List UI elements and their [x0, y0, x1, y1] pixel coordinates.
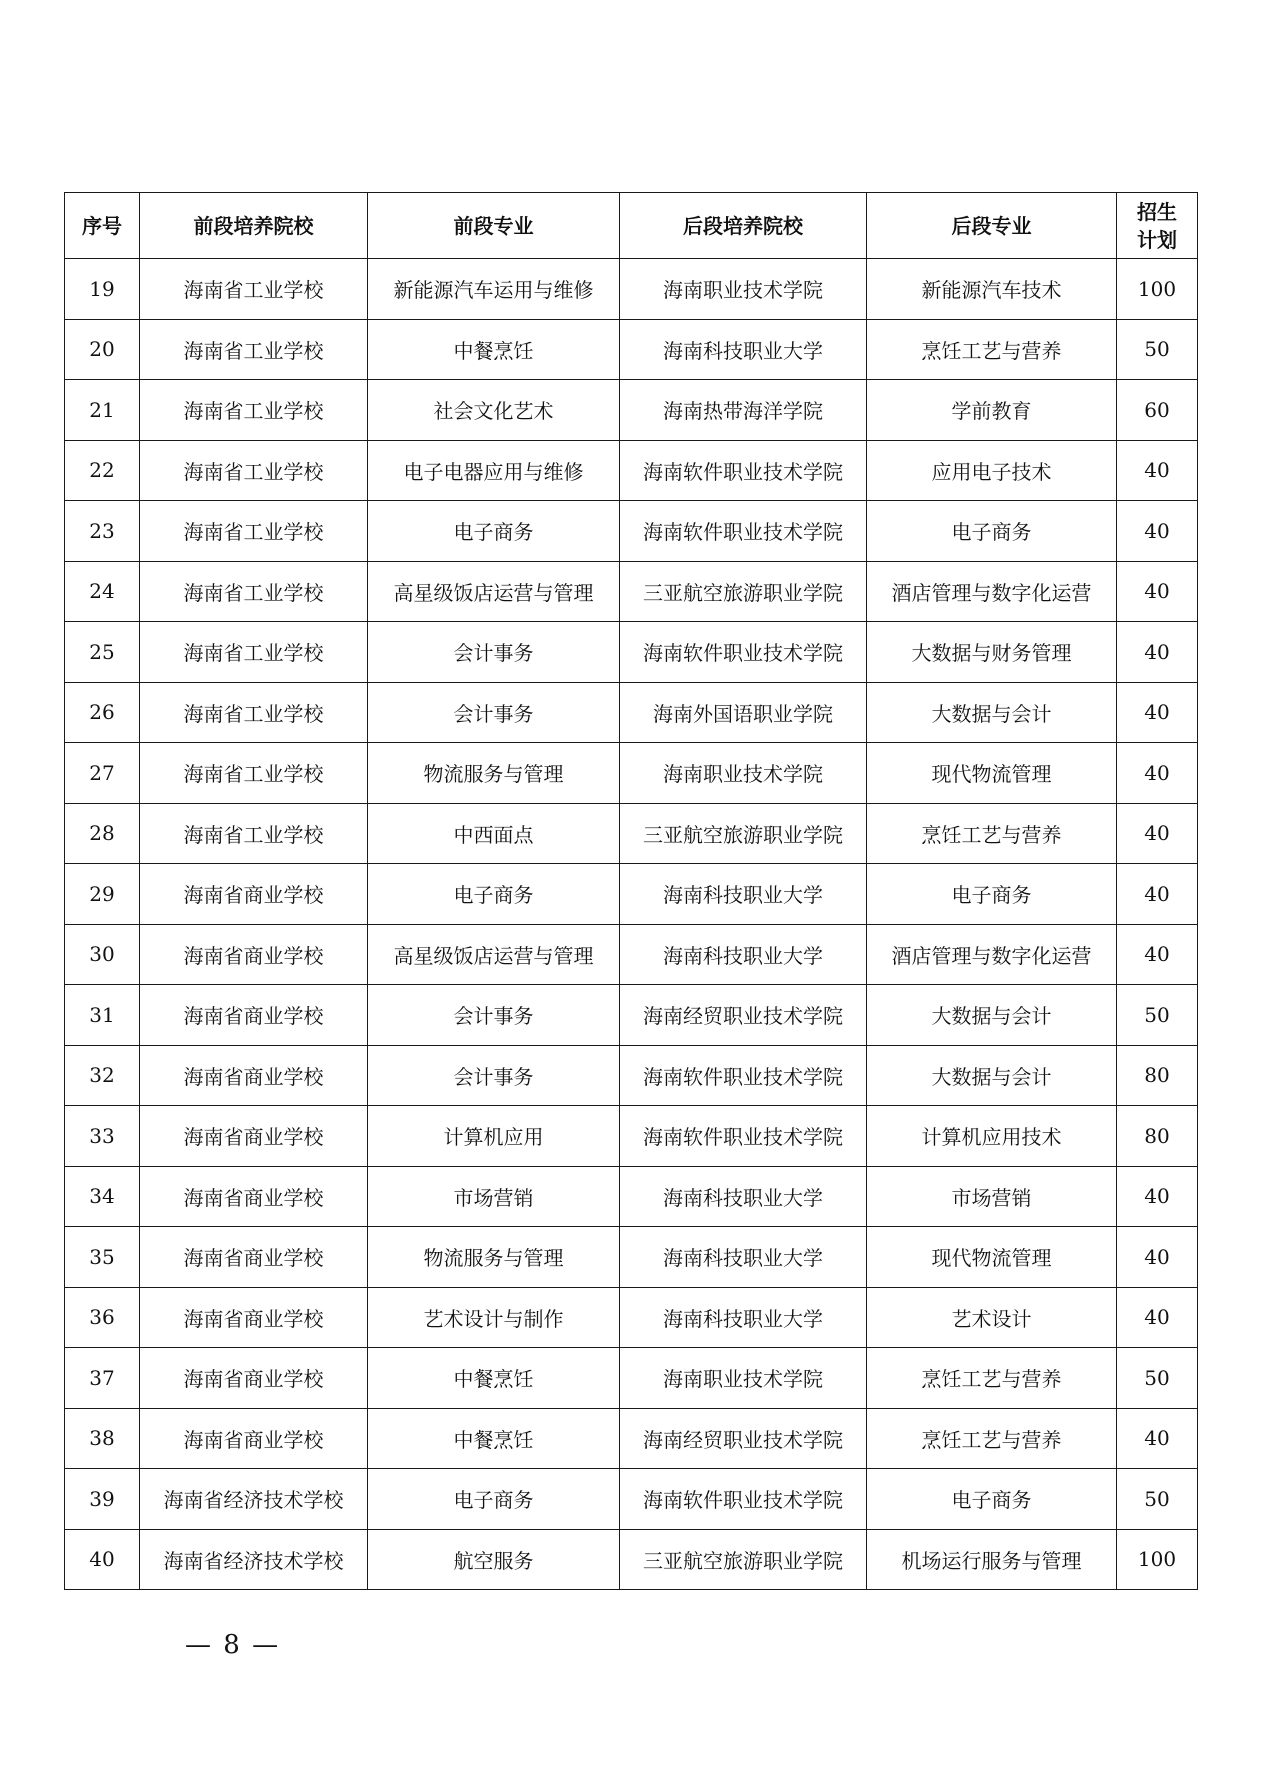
cell-back-major: 新能源汽车技术 [867, 259, 1117, 320]
cell-front-school: 海南省工业学校 [140, 743, 368, 804]
cell-plan: 40 [1117, 803, 1198, 864]
cell-back-school: 海南科技职业大学 [620, 1287, 867, 1348]
header-back-school: 后段培养院校 [620, 193, 867, 259]
cell-front-major: 物流服务与管理 [368, 1227, 620, 1288]
table-row [65, 803, 1198, 864]
table-row [65, 440, 1198, 501]
cell-front-school: 海南省商业学校 [140, 1408, 368, 1469]
table-row [65, 1529, 1198, 1590]
cell-seq: 23 [65, 501, 140, 562]
cell-back-major: 电子商务 [867, 501, 1117, 562]
table-row [65, 985, 1198, 1046]
cell-seq: 29 [65, 864, 140, 925]
cell-front-school: 海南省工业学校 [140, 682, 368, 743]
cell-front-major: 电子电器应用与维修 [368, 440, 620, 501]
table-row [65, 743, 1198, 804]
table-row [65, 1166, 1198, 1227]
enrollment-plan-table [64, 192, 1198, 1590]
cell-back-major: 烹饪工艺与营养 [867, 1408, 1117, 1469]
cell-front-major: 市场营销 [368, 1166, 620, 1227]
cell-front-major: 物流服务与管理 [368, 743, 620, 804]
header-front-school: 前段培养院校 [140, 193, 368, 259]
cell-back-school: 海南软件职业技术学院 [620, 1106, 867, 1167]
cell-back-major: 电子商务 [867, 1469, 1117, 1530]
cell-back-school: 海南科技职业大学 [620, 1227, 867, 1288]
header-plan-line2: 计划 [1137, 227, 1177, 252]
table-row [65, 622, 1198, 683]
cell-back-school: 三亚航空旅游职业学院 [620, 803, 867, 864]
cell-front-school: 海南省经济技术学校 [140, 1469, 368, 1530]
cell-back-school: 海南经贸职业技术学院 [620, 1408, 867, 1469]
cell-plan: 60 [1117, 380, 1198, 441]
table-header-row [65, 193, 1198, 259]
cell-back-major: 酒店管理与数字化运营 [867, 561, 1117, 622]
cell-back-major: 大数据与会计 [867, 682, 1117, 743]
page-number: — 8 — [185, 1630, 281, 1660]
cell-front-major: 高星级饭店运营与管理 [368, 561, 620, 622]
cell-front-school: 海南省工业学校 [140, 380, 368, 441]
cell-back-school: 海南软件职业技术学院 [620, 501, 867, 562]
cell-back-school: 海南职业技术学院 [620, 259, 867, 320]
cell-front-major: 艺术设计与制作 [368, 1287, 620, 1348]
cell-front-school: 海南省工业学校 [140, 440, 368, 501]
cell-front-major: 会计事务 [368, 985, 620, 1046]
cell-plan: 40 [1117, 743, 1198, 804]
cell-front-school: 海南省商业学校 [140, 1045, 368, 1106]
cell-seq: 36 [65, 1287, 140, 1348]
cell-plan: 80 [1117, 1045, 1198, 1106]
table-row [65, 1106, 1198, 1167]
cell-back-school: 三亚航空旅游职业学院 [620, 1529, 867, 1590]
cell-front-major: 计算机应用 [368, 1106, 620, 1167]
cell-back-school: 海南软件职业技术学院 [620, 622, 867, 683]
table-row [65, 501, 1198, 562]
cell-plan: 40 [1117, 622, 1198, 683]
cell-back-school: 海南软件职业技术学院 [620, 1469, 867, 1530]
cell-plan: 40 [1117, 561, 1198, 622]
cell-back-school: 海南软件职业技术学院 [620, 440, 867, 501]
table-row [65, 380, 1198, 441]
cell-front-major: 会计事务 [368, 1045, 620, 1106]
cell-plan: 100 [1117, 259, 1198, 320]
table-row [65, 1408, 1198, 1469]
cell-back-major: 应用电子技术 [867, 440, 1117, 501]
cell-back-major: 大数据与财务管理 [867, 622, 1117, 683]
cell-back-school: 海南科技职业大学 [620, 319, 867, 380]
cell-front-school: 海南省工业学校 [140, 259, 368, 320]
cell-seq: 22 [65, 440, 140, 501]
cell-front-major: 电子商务 [368, 1469, 620, 1530]
cell-front-major: 新能源汽车运用与维修 [368, 259, 620, 320]
cell-seq: 20 [65, 319, 140, 380]
cell-back-major: 现代物流管理 [867, 1227, 1117, 1288]
cell-plan: 50 [1117, 319, 1198, 380]
cell-seq: 26 [65, 682, 140, 743]
cell-front-major: 电子商务 [368, 501, 620, 562]
table-row [65, 561, 1198, 622]
header-plan-line1: 招生 [1137, 199, 1177, 224]
table-row [65, 924, 1198, 985]
cell-seq: 27 [65, 743, 140, 804]
cell-back-school: 海南科技职业大学 [620, 924, 867, 985]
cell-back-major: 电子商务 [867, 864, 1117, 925]
cell-back-school: 海南热带海洋学院 [620, 380, 867, 441]
cell-back-school: 海南科技职业大学 [620, 864, 867, 925]
cell-plan: 50 [1117, 1469, 1198, 1530]
cell-front-major: 会计事务 [368, 682, 620, 743]
cell-front-school: 海南省工业学校 [140, 319, 368, 380]
cell-front-major: 电子商务 [368, 864, 620, 925]
cell-plan: 40 [1117, 864, 1198, 925]
cell-back-major: 市场营销 [867, 1166, 1117, 1227]
table-row [65, 682, 1198, 743]
cell-back-school: 海南职业技术学院 [620, 1348, 867, 1409]
table-row [65, 864, 1198, 925]
cell-seq: 19 [65, 259, 140, 320]
cell-plan: 40 [1117, 1227, 1198, 1288]
cell-back-major: 烹饪工艺与营养 [867, 319, 1117, 380]
cell-front-school: 海南省工业学校 [140, 561, 368, 622]
cell-front-major: 航空服务 [368, 1529, 620, 1590]
cell-back-major: 现代物流管理 [867, 743, 1117, 804]
cell-back-school: 海南外国语职业学院 [620, 682, 867, 743]
cell-front-major: 中餐烹饪 [368, 1348, 620, 1409]
cell-back-major: 艺术设计 [867, 1287, 1117, 1348]
cell-plan: 50 [1117, 1348, 1198, 1409]
table-row [65, 259, 1198, 320]
cell-plan: 40 [1117, 440, 1198, 501]
cell-front-school: 海南省商业学校 [140, 1227, 368, 1288]
cell-front-school: 海南省商业学校 [140, 864, 368, 925]
cell-plan: 40 [1117, 501, 1198, 562]
cell-plan: 40 [1117, 682, 1198, 743]
cell-front-school: 海南省经济技术学校 [140, 1529, 368, 1590]
cell-back-major: 大数据与会计 [867, 1045, 1117, 1106]
cell-plan: 40 [1117, 1408, 1198, 1469]
cell-front-school: 海南省商业学校 [140, 1287, 368, 1348]
cell-back-major: 烹饪工艺与营养 [867, 803, 1117, 864]
cell-front-school: 海南省工业学校 [140, 622, 368, 683]
table-row [65, 319, 1198, 380]
cell-plan: 40 [1117, 1166, 1198, 1227]
cell-back-major: 大数据与会计 [867, 985, 1117, 1046]
cell-seq: 21 [65, 380, 140, 441]
cell-front-school: 海南省工业学校 [140, 501, 368, 562]
cell-front-major: 高星级饭店运营与管理 [368, 924, 620, 985]
header-seq: 序号 [65, 193, 140, 259]
cell-front-major: 中西面点 [368, 803, 620, 864]
cell-seq: 31 [65, 985, 140, 1046]
table-row [65, 1287, 1198, 1348]
cell-back-major: 酒店管理与数字化运营 [867, 924, 1117, 985]
cell-seq: 32 [65, 1045, 140, 1106]
cell-front-major: 中餐烹饪 [368, 319, 620, 380]
cell-back-major: 计算机应用技术 [867, 1106, 1117, 1167]
cell-plan: 40 [1117, 924, 1198, 985]
cell-back-school: 海南经贸职业技术学院 [620, 985, 867, 1046]
cell-front-school: 海南省商业学校 [140, 1166, 368, 1227]
cell-plan: 40 [1117, 1287, 1198, 1348]
cell-back-major: 机场运行服务与管理 [867, 1529, 1117, 1590]
table-row [65, 1469, 1198, 1530]
cell-seq: 35 [65, 1227, 140, 1288]
cell-back-major: 烹饪工艺与营养 [867, 1348, 1117, 1409]
header-enrollment-plan [1117, 193, 1198, 259]
cell-seq: 37 [65, 1348, 140, 1409]
cell-plan: 50 [1117, 985, 1198, 1046]
cell-plan: 100 [1117, 1529, 1198, 1590]
table-row [65, 1045, 1198, 1106]
cell-front-major: 中餐烹饪 [368, 1408, 620, 1469]
cell-seq: 34 [65, 1166, 140, 1227]
header-front-major: 前段专业 [368, 193, 620, 259]
cell-front-school: 海南省商业学校 [140, 1106, 368, 1167]
cell-seq: 39 [65, 1469, 140, 1530]
cell-back-school: 三亚航空旅游职业学院 [620, 561, 867, 622]
cell-front-school: 海南省商业学校 [140, 985, 368, 1046]
cell-back-school: 海南科技职业大学 [620, 1166, 867, 1227]
header-back-major: 后段专业 [867, 193, 1117, 259]
cell-front-school: 海南省商业学校 [140, 1348, 368, 1409]
cell-seq: 28 [65, 803, 140, 864]
cell-seq: 24 [65, 561, 140, 622]
cell-back-school: 海南职业技术学院 [620, 743, 867, 804]
cell-plan: 80 [1117, 1106, 1198, 1167]
cell-front-school: 海南省工业学校 [140, 803, 368, 864]
cell-front-major: 社会文化艺术 [368, 380, 620, 441]
table-row [65, 1227, 1198, 1288]
cell-back-major: 学前教育 [867, 380, 1117, 441]
table-row [65, 1348, 1198, 1409]
cell-front-major: 会计事务 [368, 622, 620, 683]
cell-seq: 38 [65, 1408, 140, 1469]
cell-seq: 25 [65, 622, 140, 683]
cell-back-school: 海南软件职业技术学院 [620, 1045, 867, 1106]
cell-seq: 33 [65, 1106, 140, 1167]
cell-seq: 30 [65, 924, 140, 985]
cell-seq: 40 [65, 1529, 140, 1590]
cell-front-school: 海南省商业学校 [140, 924, 368, 985]
